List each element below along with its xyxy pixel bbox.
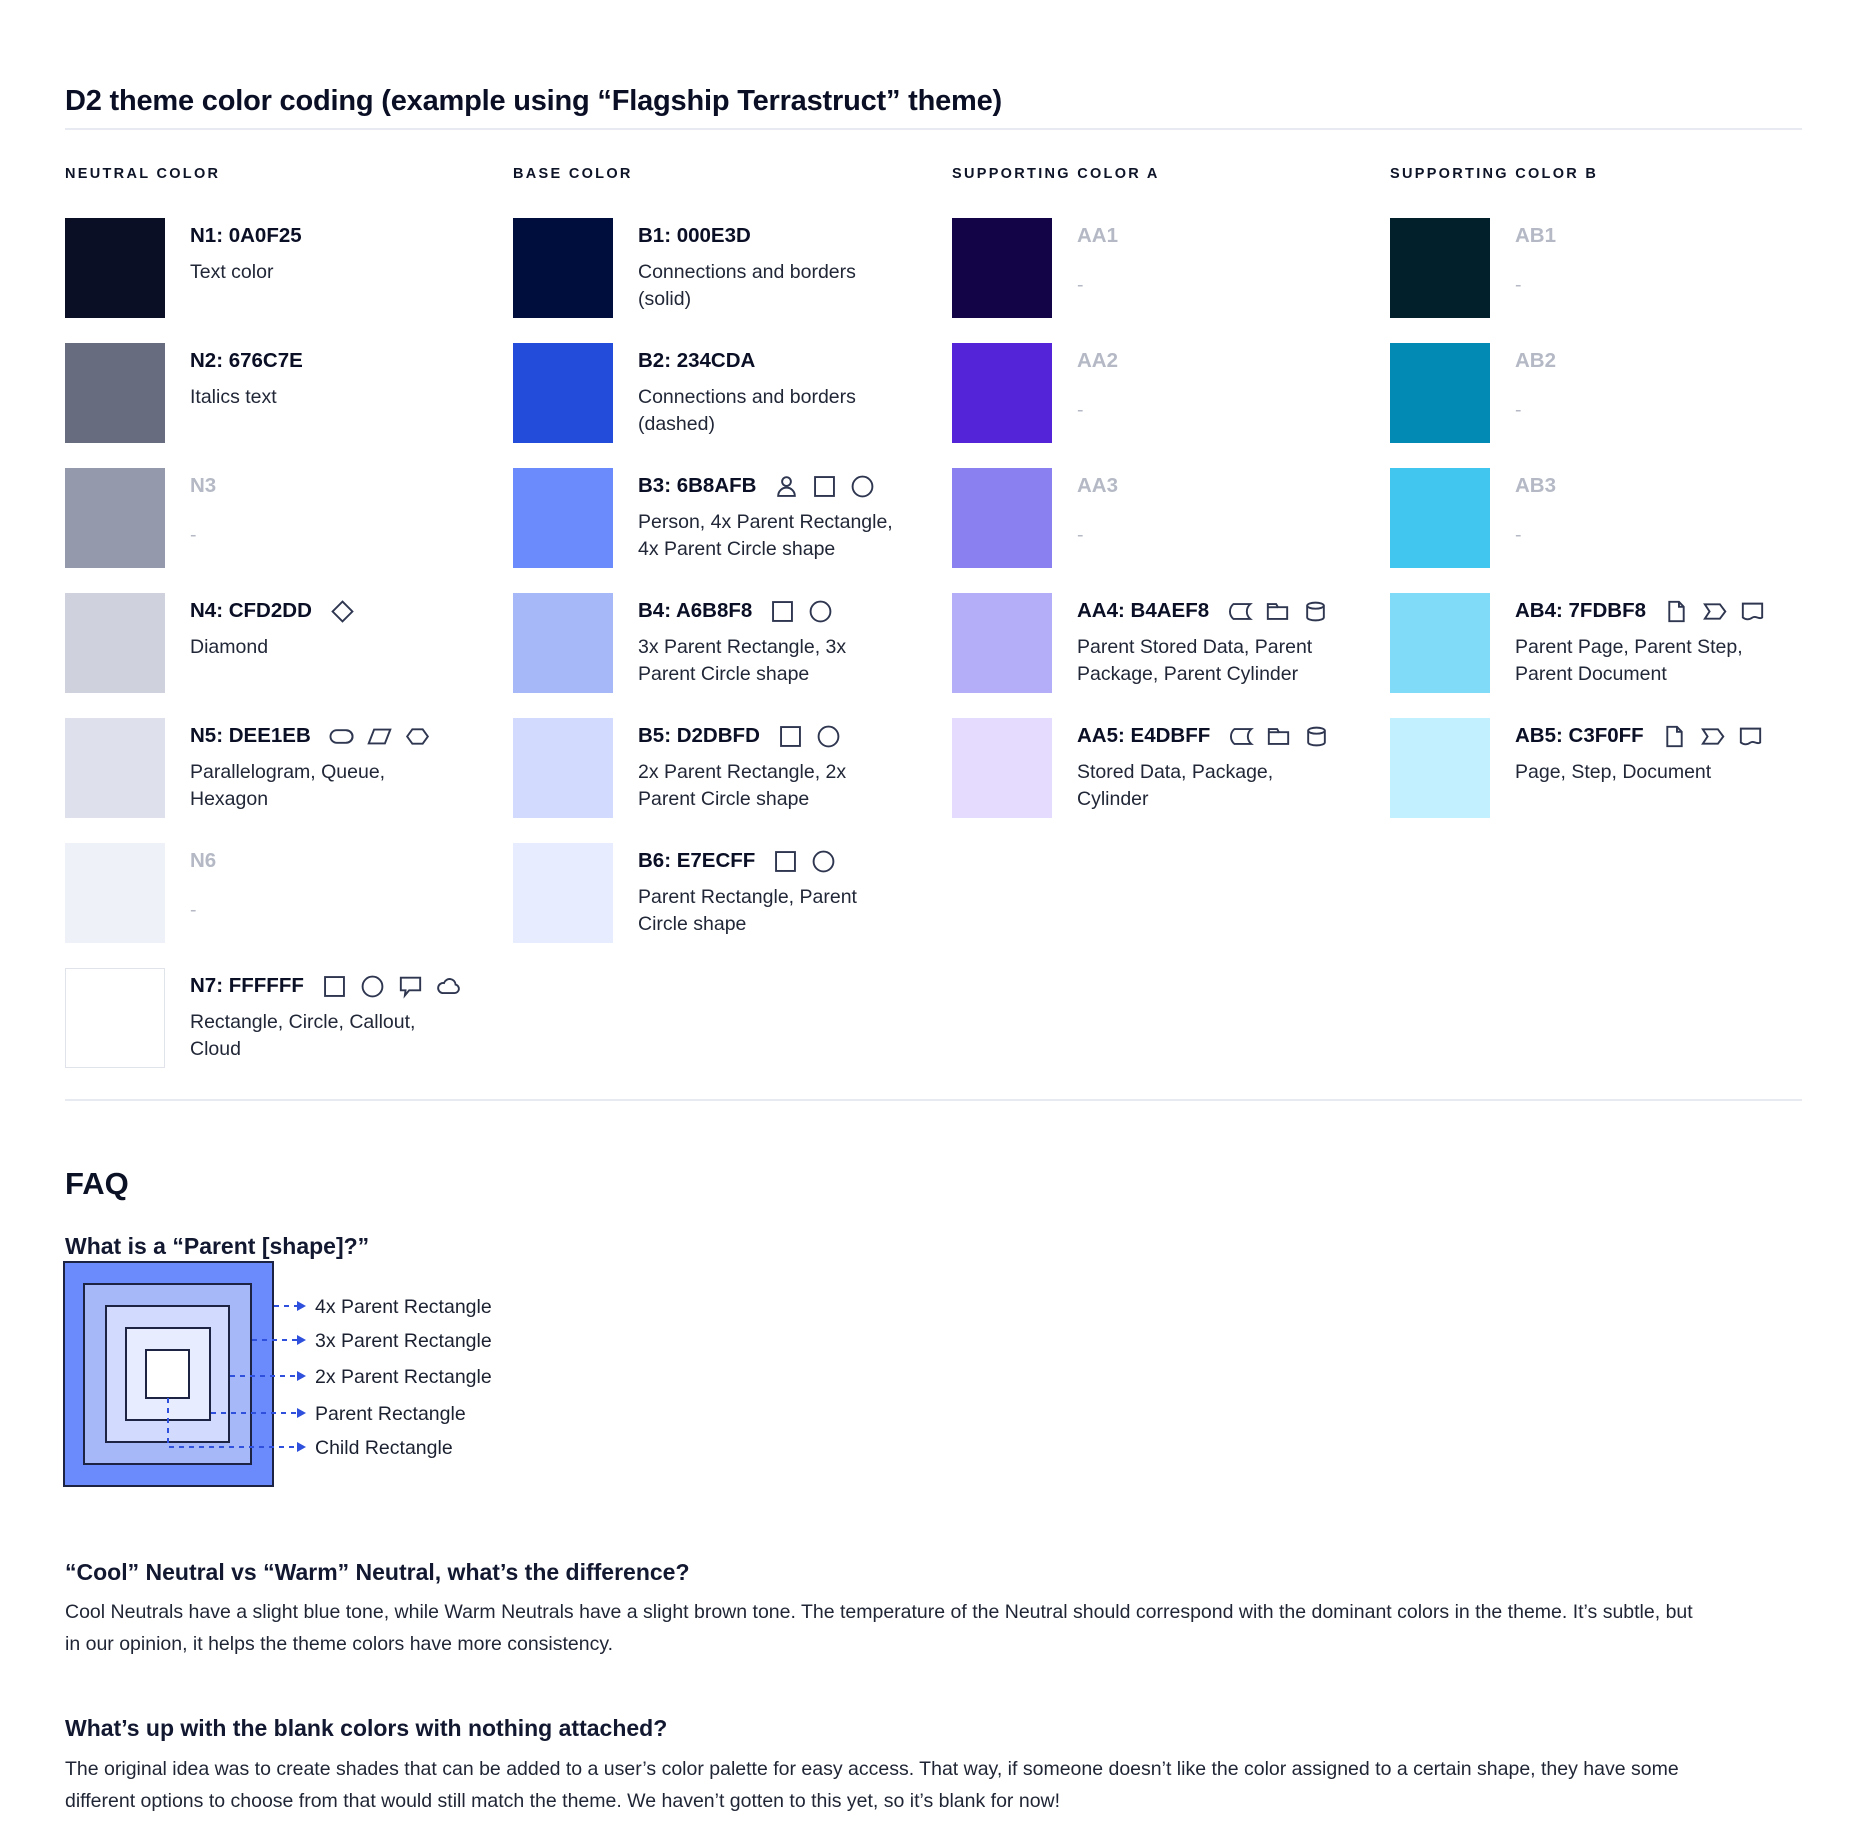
diagram-label: 2x Parent Rectangle (315, 1366, 492, 1388)
swatch-description: Rectangle, Circle, Callout, Cloud (190, 1011, 416, 1060)
color-swatch (952, 218, 1052, 318)
swatch-info (638, 843, 896, 938)
swatch-row (513, 843, 953, 968)
rectangle-icon (811, 473, 838, 500)
swatch-description: Page, Step, Document (1515, 761, 1712, 783)
swatch-description: Text color (190, 261, 274, 283)
swatch-name: N7: FFFFFF (190, 974, 304, 997)
swatch-description: Parent Page, Parent Step, Parent Document (1515, 636, 1743, 685)
swatch-name-line (190, 971, 462, 1001)
person-icon (773, 473, 800, 500)
swatch-row (1390, 218, 1830, 343)
swatch-description: 3x Parent Rectangle, 3x Parent Circle shape (638, 636, 847, 685)
swatch-name-line (1515, 471, 1573, 501)
swatch-shape-icons (772, 848, 837, 875)
palette-column-header: BASE COLOR (513, 166, 633, 182)
faq-question-parent-shape: What is a “Parent [shape]?” (65, 1233, 370, 1259)
swatch-description: - (1515, 274, 1522, 296)
arrowhead-icon (297, 1335, 306, 1345)
swatch-info (190, 218, 319, 286)
swatch-description: Parent Stored Data, Parent Package, Parent Cylinder (1077, 636, 1313, 685)
swatch-name-line (638, 221, 896, 251)
circle-icon (807, 598, 834, 625)
page-icon (1661, 723, 1688, 750)
swatch-description: 2x Parent Rectangle, 2x Parent Circle shape (638, 761, 847, 810)
stored-data-icon (1227, 723, 1254, 750)
swatch-row (65, 593, 505, 718)
circle-icon (815, 723, 842, 750)
swatch-row (952, 218, 1392, 343)
color-swatch (513, 218, 613, 318)
swatch-name-line (1077, 721, 1335, 751)
swatch-name-line (1515, 346, 1573, 376)
swatch-name: B3: 6B8AFB (638, 474, 757, 497)
circle-icon (359, 973, 386, 1000)
color-swatch (952, 718, 1052, 818)
swatch-name: AA4: B4AEF8 (1077, 599, 1210, 622)
parent-shape-diagram (63, 1261, 533, 1498)
swatch-info (190, 968, 462, 1063)
swatch-description: - (1077, 524, 1084, 546)
swatch-shape-icons (328, 723, 431, 750)
swatch-row (65, 468, 505, 593)
swatch-shape-icons (1227, 723, 1330, 750)
swatch-name-line (190, 846, 233, 876)
swatch-name: AA2 (1077, 349, 1119, 372)
swatch-row (952, 343, 1392, 468)
swatch-shape-icons (1663, 598, 1766, 625)
swatch-shape-icons (769, 598, 834, 625)
swatch-info (1077, 218, 1135, 299)
swatch-info (638, 718, 896, 813)
swatch-row (513, 593, 953, 718)
swatch-name: AA1 (1077, 224, 1119, 247)
color-swatch (513, 593, 613, 693)
cloud-icon (435, 973, 462, 1000)
divider (65, 128, 1802, 130)
color-swatch (65, 218, 165, 318)
color-swatch (952, 343, 1052, 443)
swatch-name-line (190, 721, 448, 751)
palette-column (1390, 166, 1830, 843)
package-icon (1265, 723, 1292, 750)
swatch-name-line (638, 846, 896, 876)
color-swatch (65, 593, 165, 693)
swatch-info (190, 593, 356, 661)
color-swatch (65, 468, 165, 568)
swatch-row (513, 468, 953, 593)
swatch-name: AA5: E4DBFF (1077, 724, 1211, 747)
palette-column (513, 166, 953, 968)
rectangle-icon (321, 973, 348, 1000)
swatch-name: N3 (190, 474, 217, 497)
nested-rectangle-4 (146, 1350, 189, 1398)
color-swatch (1390, 343, 1490, 443)
faq-heading: FAQ (65, 1165, 129, 1201)
swatch-row (65, 343, 505, 468)
faq-question-cool-vs-warm: “Cool” Neutral vs “Warm” Neutral, what’s the difference? (65, 1559, 690, 1585)
swatch-info (1077, 593, 1335, 688)
circle-icon (810, 848, 837, 875)
divider (65, 1099, 1802, 1101)
diagram-label: 3x Parent Rectangle (315, 1330, 492, 1352)
swatch-info (1515, 593, 1773, 688)
color-swatch (65, 343, 165, 443)
swatch-name-line (1077, 346, 1135, 376)
step-icon (1701, 598, 1728, 625)
swatch-row (513, 343, 953, 468)
swatch-row (513, 218, 953, 343)
step-icon (1699, 723, 1726, 750)
swatch-row (65, 843, 505, 968)
color-swatch (1390, 718, 1490, 818)
swatch-name: B4: A6B8F8 (638, 599, 753, 622)
swatch-description: - (190, 524, 197, 546)
swatch-name: N2: 676C7E (190, 349, 303, 372)
swatch-description: Parent Rectangle, Parent Circle shape (638, 886, 857, 935)
palette-column-header: SUPPORTING COLOR A (952, 166, 1160, 182)
arrowhead-icon (297, 1301, 306, 1311)
swatch-info (1077, 343, 1135, 424)
swatch-info (1077, 468, 1135, 549)
diamond-icon (329, 598, 356, 625)
color-swatch (513, 468, 613, 568)
swatch-description: - (1515, 524, 1522, 546)
arrowhead-icon (297, 1371, 306, 1381)
color-swatch (952, 468, 1052, 568)
swatch-info (1515, 468, 1573, 549)
swatch-name: B2: 234CDA (638, 349, 756, 372)
swatch-name-line (1077, 221, 1135, 251)
color-swatch (513, 343, 613, 443)
faq-answer-blank-colors: The original idea was to create shades that can be added to a user’s color palette for easy access. That way, if someone doesn’t like the color assigned to a certain shape, they have some different options to choose from that would still match the theme. We haven’t gotten to this yet, so it’s blank for now! (65, 1757, 1679, 1812)
swatch-name-line (190, 471, 233, 501)
swatch-name: AA3 (1077, 474, 1119, 497)
color-swatch (65, 968, 165, 1068)
swatch-name: N1: 0A0F25 (190, 224, 302, 247)
swatch-name-line (638, 596, 896, 626)
swatch-name-line (190, 346, 320, 376)
swatch-name: N6 (190, 849, 217, 872)
diagram-label: Parent Rectangle (315, 1403, 466, 1425)
document-icon (1737, 723, 1764, 750)
swatch-info (638, 468, 896, 563)
swatch-row (65, 218, 505, 343)
swatch-shape-icons (329, 598, 356, 625)
swatch-description: Connections and borders (dashed) (638, 386, 856, 435)
swatch-description: - (1515, 399, 1522, 421)
swatch-name-line (1077, 471, 1135, 501)
queue-icon (328, 723, 355, 750)
swatch-row (952, 593, 1392, 718)
palette-column-header: NEUTRAL COLOR (65, 166, 221, 182)
swatch-row (952, 718, 1392, 843)
swatch-row (1390, 468, 1830, 593)
swatch-row (65, 968, 505, 1093)
color-swatch (1390, 218, 1490, 318)
color-swatch (952, 593, 1052, 693)
hexagon-icon (404, 723, 431, 750)
swatch-info (638, 593, 896, 688)
swatch-description: Connections and borders (solid) (638, 261, 856, 310)
swatch-shape-icons (321, 973, 462, 1000)
cylinder-icon (1303, 723, 1330, 750)
color-swatch (65, 843, 165, 943)
swatch-row (1390, 343, 1830, 468)
swatch-row (65, 718, 505, 843)
palette-column (952, 166, 1392, 843)
palette-column-header: SUPPORTING COLOR B (1390, 166, 1599, 182)
swatch-name-line (190, 221, 319, 251)
faq-question-blank-colors: What’s up with the blank colors with nothing attached? (65, 1715, 668, 1741)
swatch-info (1515, 343, 1573, 424)
swatch-info (190, 468, 233, 549)
swatch-name-line (1515, 721, 1764, 751)
swatch-name: AB2 (1515, 349, 1557, 372)
rectangle-icon (769, 598, 796, 625)
arrowhead-icon (297, 1442, 306, 1452)
swatch-name: N4: CFD2DD (190, 599, 312, 622)
color-swatch (1390, 468, 1490, 568)
faq-answer-cool-vs-warm: Cool Neutrals have a slight blue tone, while Warm Neutrals have a slight brown tone. The temperature of the Neutral should correspond with the dominant colors in the theme. It’s subtle, but in our opinion, it helps the theme colors have more consistency. (65, 1600, 1693, 1655)
color-swatch (513, 843, 613, 943)
swatch-info (638, 343, 896, 438)
swatch-shape-icons (1661, 723, 1764, 750)
swatch-name: AB4: 7FDBF8 (1515, 599, 1646, 622)
swatch-info (638, 218, 896, 313)
page-icon (1663, 598, 1690, 625)
swatch-shape-icons (777, 723, 842, 750)
swatch-info (1515, 218, 1573, 299)
swatch-description: Italics text (190, 386, 277, 408)
swatch-info (190, 343, 320, 411)
callout-icon (397, 973, 424, 1000)
swatch-description: Person, 4x Parent Rectangle, 4x Parent Circle shape (638, 511, 893, 560)
document-icon (1739, 598, 1766, 625)
swatch-name-line (638, 346, 896, 376)
swatch-description: - (1077, 274, 1084, 296)
arrowhead-icon (297, 1408, 306, 1418)
color-swatch (1390, 593, 1490, 693)
swatch-row (513, 718, 953, 843)
swatch-name: AB5: C3F0FF (1515, 724, 1644, 747)
swatch-description: - (1077, 399, 1084, 421)
swatch-row (1390, 593, 1830, 718)
parallelogram-icon (366, 723, 393, 750)
rectangle-icon (772, 848, 799, 875)
page-title: D2 theme color coding (example using “Flagship Terrastruct” theme) (65, 85, 1003, 118)
swatch-name-line (1515, 221, 1573, 251)
swatch-description: Parallelogram, Queue, Hexagon (190, 761, 386, 810)
diagram-label: 4x Parent Rectangle (315, 1296, 492, 1318)
swatch-description: - (190, 899, 197, 921)
swatch-description: Diamond (190, 636, 269, 658)
swatch-name: N5: DEE1EB (190, 724, 311, 747)
swatch-shape-icons (1226, 598, 1329, 625)
diagram-label: Child Rectangle (315, 1437, 453, 1459)
swatch-name-line (638, 721, 896, 751)
swatch-name-line (638, 471, 896, 501)
package-icon (1264, 598, 1291, 625)
swatch-info (190, 843, 233, 924)
rectangle-icon (777, 723, 804, 750)
swatch-row (952, 468, 1392, 593)
swatch-name-line (1077, 596, 1335, 626)
swatch-name-line (190, 596, 356, 626)
swatch-info (1515, 718, 1764, 786)
swatch-shape-icons (773, 473, 876, 500)
palette-column (65, 166, 505, 1093)
swatch-description: Stored Data, Package, Cylinder (1077, 761, 1274, 810)
swatch-info (1077, 718, 1335, 813)
swatch-name: AB3 (1515, 474, 1557, 497)
swatch-info (190, 718, 448, 813)
color-swatch (65, 718, 165, 818)
swatch-name-line (1515, 596, 1773, 626)
cylinder-icon (1302, 598, 1329, 625)
stored-data-icon (1226, 598, 1253, 625)
circle-icon (849, 473, 876, 500)
swatch-name: B1: 000E3D (638, 224, 751, 247)
swatch-name: B5: D2DBFD (638, 724, 760, 747)
swatch-name: AB1 (1515, 224, 1557, 247)
swatch-row (1390, 718, 1830, 843)
swatch-name: B6: E7ECFF (638, 849, 756, 872)
color-swatch (513, 718, 613, 818)
